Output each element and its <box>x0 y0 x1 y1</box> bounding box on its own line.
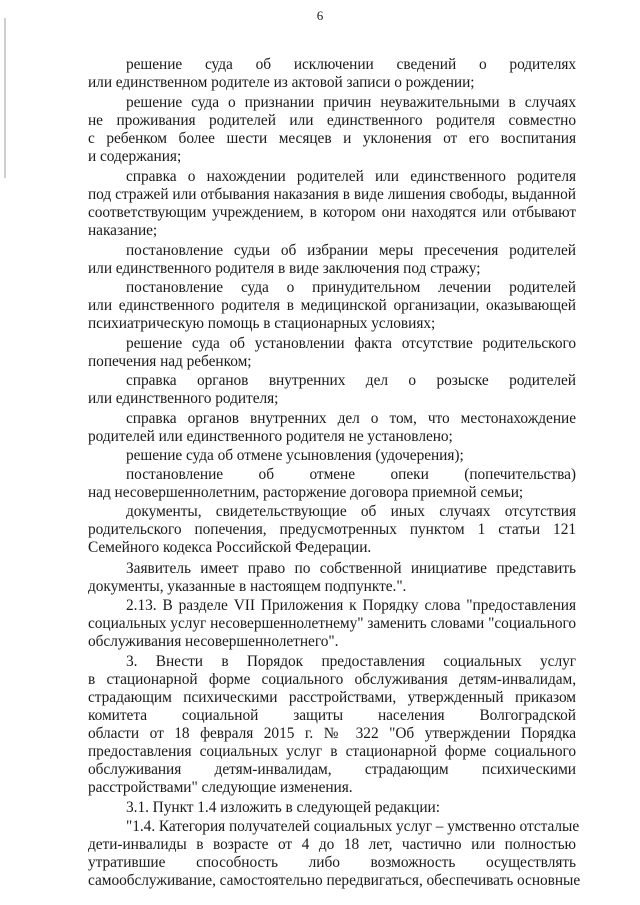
text-line: расстройствами" следующие изменения. <box>88 779 353 796</box>
text-line: соответствующим учреждением, в котором они находятся или отбывают <box>88 204 576 221</box>
text-line: в стационарной форме социального обслуживания детям-инвалидам, <box>88 671 576 688</box>
page-number: 6 <box>316 8 324 23</box>
text-line: страдающим психическими расстройствами, утвержденный приказом <box>88 689 576 706</box>
text-line: или единственного родителя в виде заключения под стражу; <box>88 260 481 277</box>
text-line: с ребенком более шести месяцев и уклонения от его воспитания <box>88 130 576 147</box>
text-line: справка органов внутренних дел о розыске родителей <box>126 372 576 389</box>
text-line: Заявитель имеет право по собственной инициативе представить <box>126 560 576 577</box>
text-line: психиатрическую помощь в стационарных условиях; <box>88 315 436 332</box>
text-line: социальных услуг несовершеннолетнему" заменить словами "социального <box>88 615 576 632</box>
text-line: постановление судьи об избрании меры пресечения родителей <box>126 242 576 259</box>
text-line: 3. Внести в Порядок предоставления социальных услуг <box>126 653 576 670</box>
text-line: не проживания родителей или единственного родителя совместно <box>88 112 576 129</box>
text-line: решение суда о признании причин неуважительными в случаях <box>126 94 576 111</box>
text-line: документы, указанные в настоящем подпункте.". <box>88 578 407 595</box>
scan-edge-mark <box>4 18 6 178</box>
text-line: или единственного родителя; <box>88 390 279 407</box>
text-line: родительского попечения, предусмотренных пунктом 1 статьи 121 <box>88 521 576 538</box>
text-line: и содержания; <box>88 148 182 165</box>
text-line: области от 18 февраля 2015 г. № 322 "Об утверждении Порядка <box>88 725 576 742</box>
text-line: документы, свидетельствующие об иных случаях отсутствия <box>126 503 576 520</box>
text-line: над несовершеннолетним, расторжение договора приемной семьи; <box>88 484 524 501</box>
text-line: или единственном родителе из актовой записи о рождении; <box>88 74 475 91</box>
text-line: постановление суда о принудительном лечении родителей <box>126 279 576 296</box>
text-line: 3.1. Пункт 1.4 изложить в следующей редакции: <box>126 799 440 816</box>
text-line: постановление об отмене опеки (попечительства) <box>126 466 576 483</box>
text-line: "1.4. Категория получателей социальных услуг – умственно отсталые <box>126 818 580 835</box>
text-line: Семейного кодекса Российской Федерации. <box>88 539 372 556</box>
text-line: комитета социальной защиты населения Волгоградской <box>88 707 576 724</box>
text-line: наказание; <box>88 222 158 239</box>
text-line: 2.13. В разделе VII Приложения к Порядку слова "предоставления <box>126 597 576 614</box>
text-line: самообслуживание, самостоятельно передвигаться, обеспечивать основные <box>88 872 581 889</box>
text-line: или единственного родителя в медицинской организации, оказывающей <box>88 297 576 314</box>
text-line: справка органов внутренних дел о том, что местонахождение <box>126 410 576 427</box>
text-line: решение суда об отмене усыновления (удочерения); <box>126 447 464 464</box>
text-line: дети-инвалиды в возрасте от 4 до 18 лет, частично или полностью <box>88 836 576 853</box>
text-line: обслуживания несовершеннолетнего". <box>88 633 339 650</box>
text-line: попечения над ребенком; <box>88 353 252 370</box>
text-line: решение суда об установлении факта отсутствие родительского <box>126 335 576 352</box>
text-line: родителей или единственного родителя не установлено; <box>88 428 453 445</box>
text-line: предоставления социальных услуг в стационарной форме социального <box>88 743 576 760</box>
text-line: под стражей или отбывания наказания в виде лишения свободы, выданной <box>88 186 576 203</box>
text-line: решение суда об исключении сведений о родителях <box>126 56 576 73</box>
text-line: справка о нахождении родителей или единственного родителя <box>126 168 576 185</box>
text-line: утратившие способность либо возможность осуществлять <box>88 854 576 871</box>
text-line: обслуживания детям-инвалидам, страдающим психическими <box>88 761 576 778</box>
